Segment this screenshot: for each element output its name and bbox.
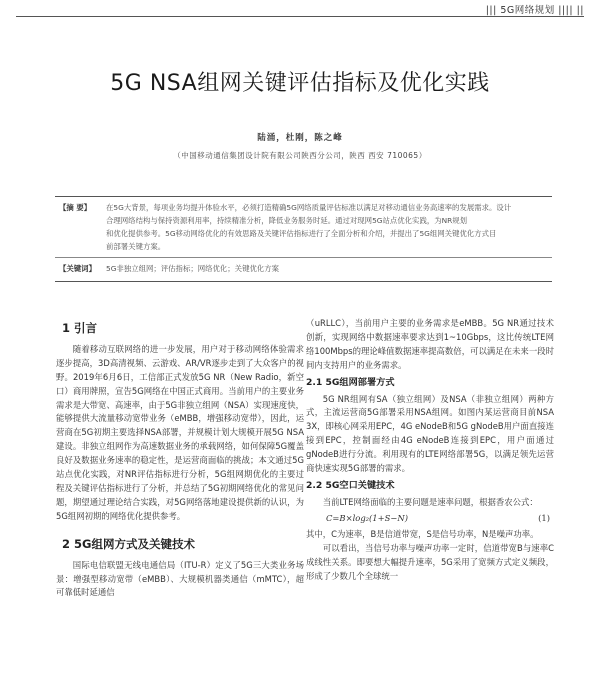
formula-description: 其中，C为速率，B是信道带宽，S是信号功率，N是噪声功率。 — [306, 528, 539, 539]
abstract-text — [106, 201, 552, 253]
body-paragraph: 当前LTE网络面临的主要问题是速率问题，根据香农公式： — [322, 496, 538, 507]
subsection-heading-deployment: 2.1 5G组网部署方式 — [306, 376, 395, 388]
abstract-line: 前部署关键方案。 — [106, 242, 166, 251]
abstract-block — [55, 196, 552, 282]
body-paragraph: 随着移动互联网络的进一步发展，用户对于移动网络体验需求逐步提高，3D高清视频、云游戏、AR/VR逐步走到了大众客户的视野。2019年6月6日，工信部正式发放5G NR（New Radio，新空口）商用牌照，宣告5G网络在中国正式商用。当前用户的主要业务需求是大带宽、高速率，由于5G非独立组网（NSA）实现速度快，能够提供大流量移动宽带业务（eMBB，增强移动宽带），因此，运营商在5G初期主要选择NSA部署，并规模计划大规模开展5G NSA建设。非独立组网作为高速数据业务的承载网络，如何保障5G覆盖良好及数据业务速率的稳定性，是运营商面临的挑战；本文通过5G站点优化实践，对NR评估指标进行分析，5G组网期优化的主要过程及关键评估指标进行了分析，并总结了5G初期网络优化的常见问题，期望通过理论结合实践，对5G网络落地建设提供新的认识，为5G组网初期的网络优化提供参考。 — [56, 343, 304, 521]
left-column — [56, 316, 304, 600]
header-divider — [16, 16, 584, 17]
body-paragraph: 5G NR组网有SA（独立组网）及NSA（非独立组网）两种方式，主流运营商5G部署采用NSA组网。如图内某运营商目前NSA 3X，即核心网采用EPC，4G eNodeB和5G gNodeB用户面直接连接到EPC，控制面经由4G eNodeB连接到EPC，用户面通过gNodeB进行分流。利用现有的LTE网络部署5G，以满足领先运营商快速实现5G部署的需求。 — [306, 393, 554, 474]
body-paragraph: 可以看出，当信号功率与噪声功率一定时，信道带宽B与速率C成线性关系。即要想大幅提升速率，5G采用了宽频方式定义频段，形成了少数几个全球统一 — [306, 542, 554, 581]
abstract-label: 【摘 要】 — [59, 203, 92, 212]
keywords-label: 【关键词】 — [59, 264, 96, 273]
abstract-line: 合理网络结构与保持资源利用率，持续精准分析，降低业务服务时延。通过对现网5G站点优化实践，为NR规划 — [106, 216, 468, 225]
journal-section-tag: ||| 5G网络规划 |||| || — [485, 5, 584, 16]
body-paragraph: 国际电信联盟无线电通信局（ITU-R）定义了5G三大类业务场景：增强型移动宽带（eMBB）、大规模机器类通信（mMTC），超可靠低时延通信 — [56, 559, 304, 598]
section-heading-introduction: 1 引言 — [62, 321, 98, 335]
formula-expression: C=B×log₂(1+S−N) — [326, 512, 408, 523]
subsection-heading-air-interface: 2.2 5G空口关键技术 — [306, 479, 395, 491]
body-paragraph: （uRLLC），当前用户主要的业务需求是eMBB。5G NR通过技术创新，实现网络中数据速率要求达到1~10Gbps，这比传统LTE网络100Mbps的理论峰值数据速率提高数倍，可以满足在未来一段时间内支持用户的业务需求。 — [306, 318, 554, 370]
keywords-text: 5G非独立组网；评估指标；网络优化；关键优化方案 — [106, 264, 280, 273]
author-list: 陆涌，杜刚，陈之峰 — [257, 133, 343, 143]
right-column — [306, 317, 554, 583]
abstract-line: 和优化提供参考。5G移动网络优化的有效思路及关键评估指标进行了全面分析和介绍，并提出了5G组网关键优化方式目 — [106, 229, 497, 238]
shannon-formula — [306, 510, 554, 528]
author-affiliation: （中国移动通信集团设计院有限公司陕西分公司，陕西 西安 710065） — [173, 151, 427, 160]
paper-title: 5G NSA组网关键评估指标及优化实践 — [110, 71, 490, 96]
formula-number: (1) — [538, 512, 550, 523]
abstract-divider — [55, 257, 552, 258]
abstract-line: 在5G大背景，每项业务均提升体验水平，必须打造精确5G网络质量评估标准以满足对移动通信业务高速率的发展需求。设计 — [106, 203, 512, 212]
section-heading-5g-networking: 2 5G组网方式及关键技术 — [62, 536, 195, 551]
